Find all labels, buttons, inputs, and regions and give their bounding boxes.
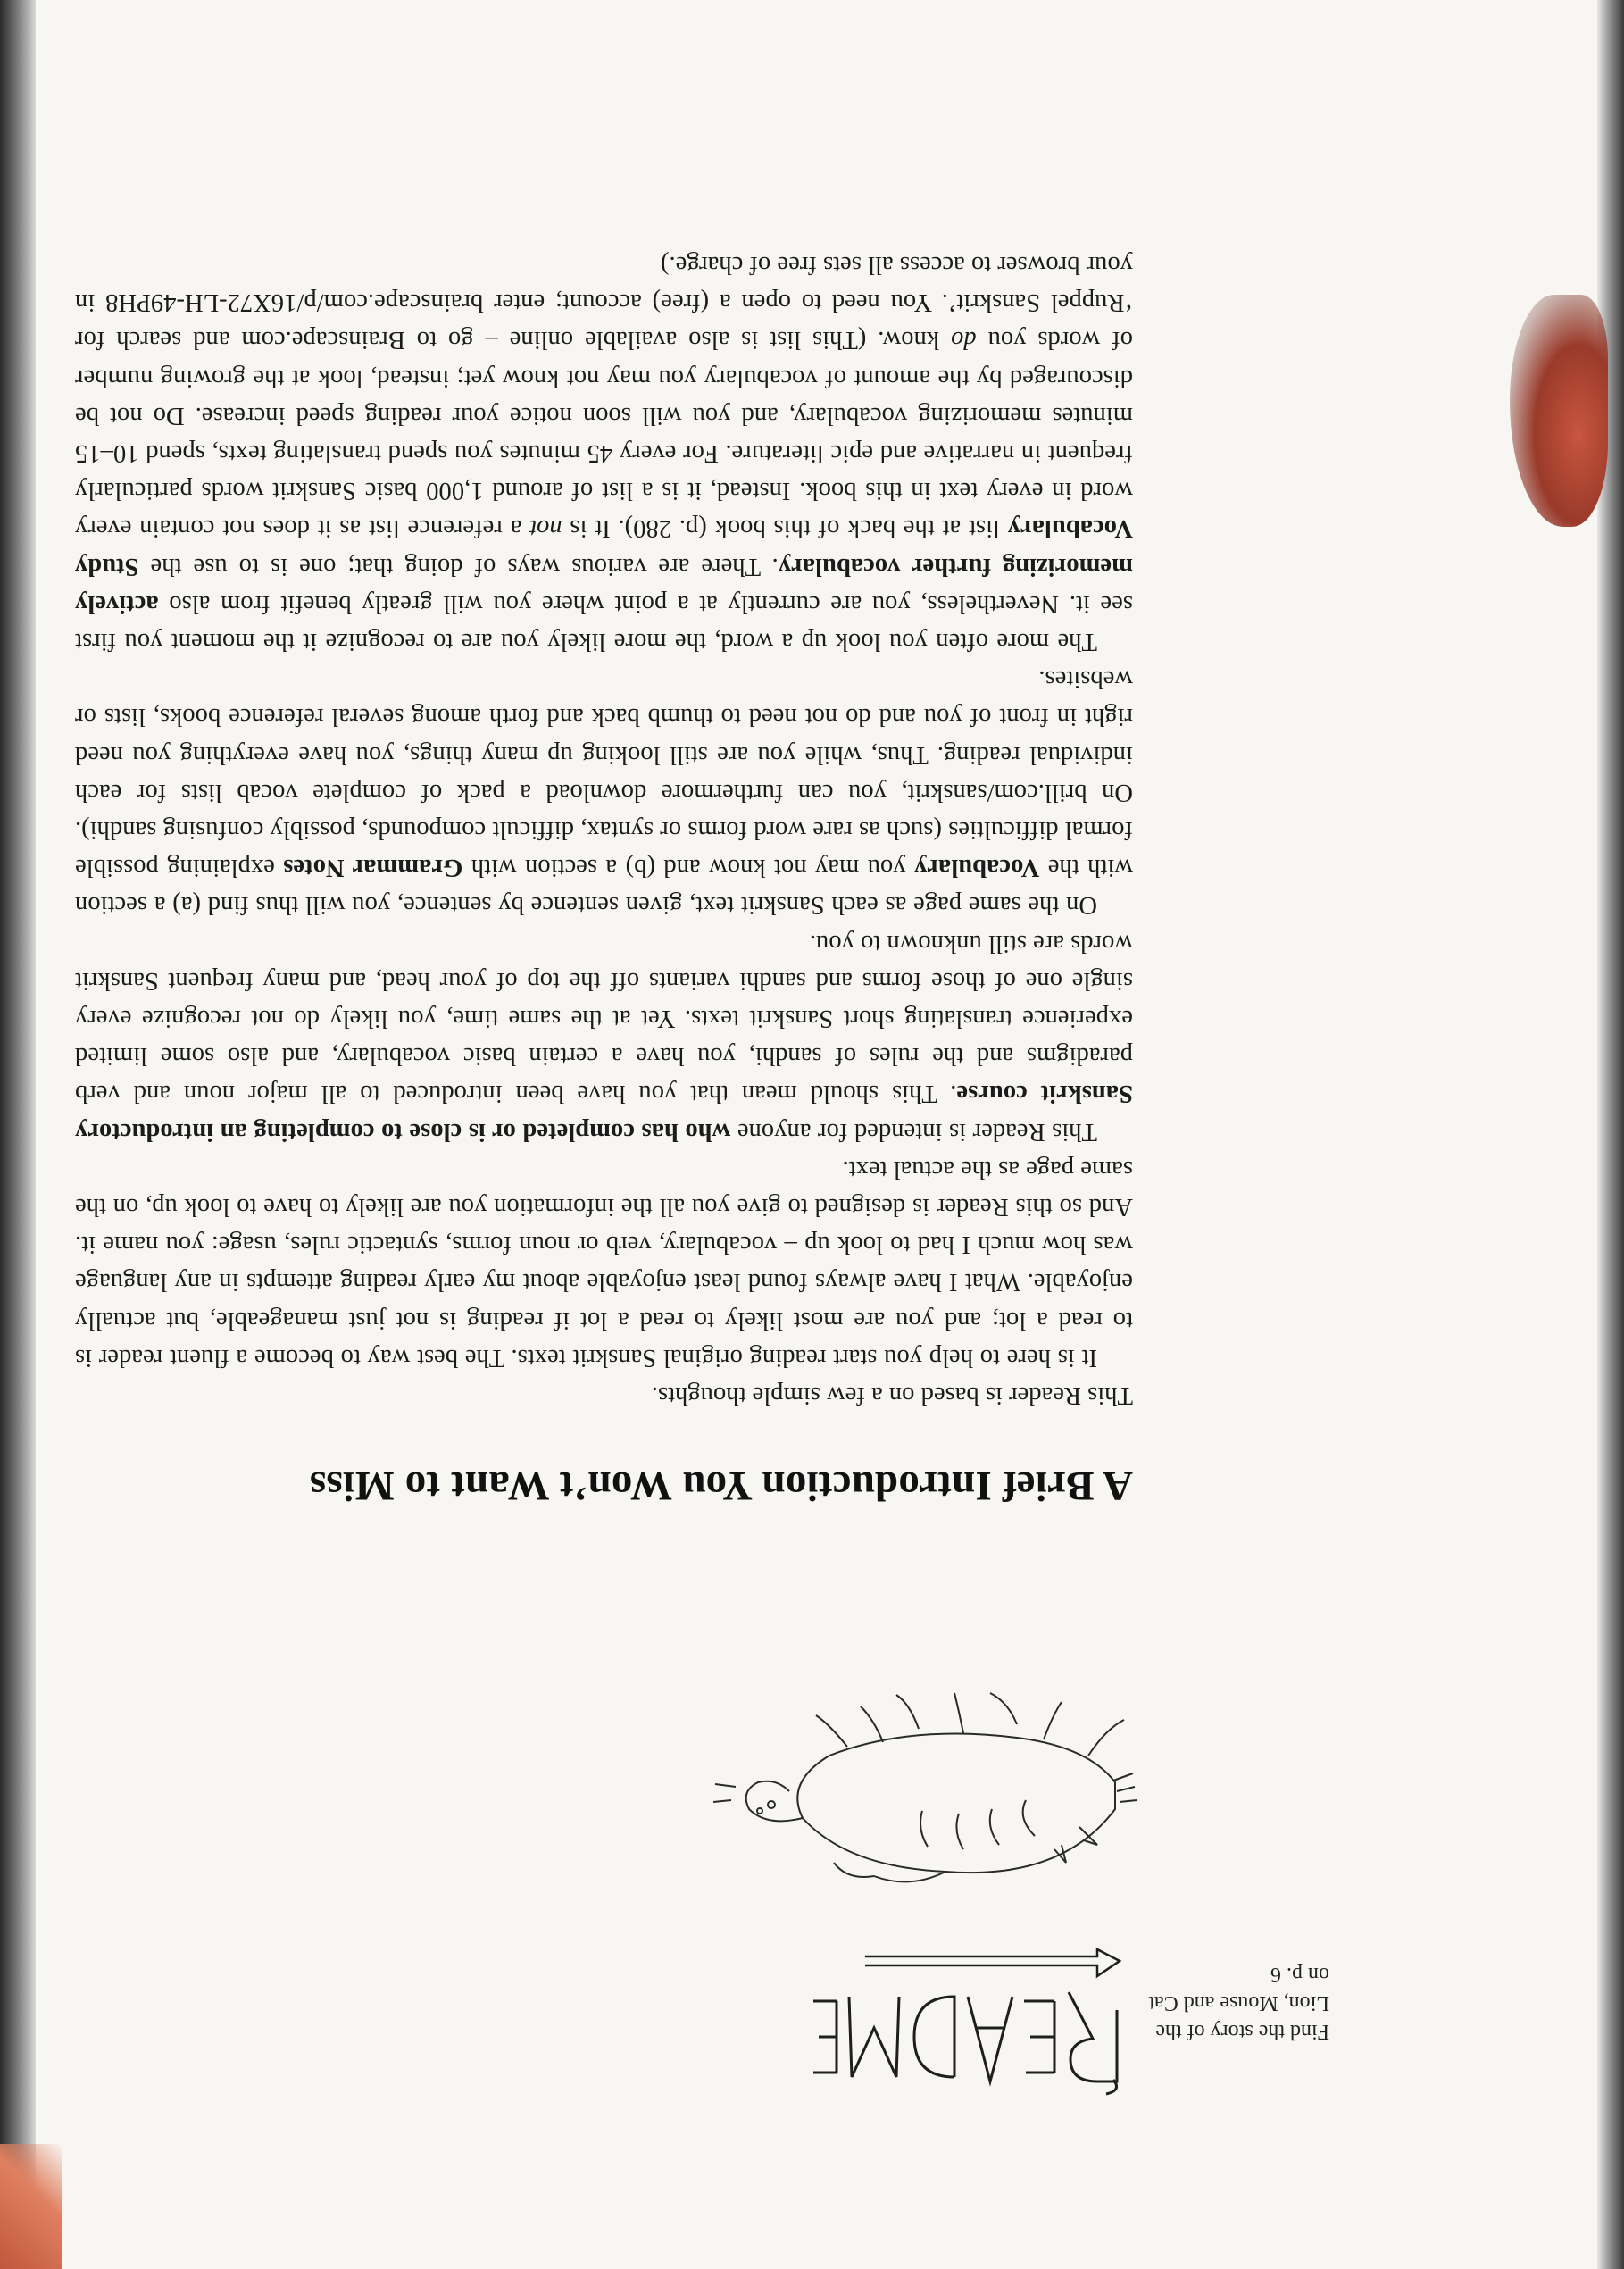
bold-phrase: actively memorizing further vocabulary bbox=[75, 552, 1133, 618]
body-paragraph bbox=[75, 660, 1133, 923]
text-run: explaining possible formal difficulties (such as rare word forms or syntax, difficult compounds, possibly confusing sandhi). On brill.com/sanskrit, you can furthermore download a pack of complete vocab lists for each individual reading. Thus, while you are still looking up many things, you have everything you need right in front of you and do not need to thumb back and forth among several reference books, lists or websites. bbox=[75, 665, 1133, 882]
text-run: know. (This list is also available online – go to Brainscape.com and search for ‘Ruppel Sanskrit’. You need to open a (free) account; enter brainscape.com/p/16X72-LH-49PH8 in your browser to access all sets free of charge.) bbox=[75, 250, 1133, 355]
text-run: This Reader is based on a few simple thoughts. bbox=[651, 1381, 1133, 1409]
text-run: It is here to help you start reading original Sanskrit texts. The best way to become a fluent reader is to read a lot; and you are most likely to read a lot if reading is not just manageable, but actually enjoyable. What I have always found least enjoyable about my early reading attempts in any language was how much I had to look up – vocabulary, verb or noun forms, syntactic rules, usage: you name it. And so this Reader is designed to give you all the information you are likely to have to look up, on the same page as the actual text. bbox=[75, 1155, 1133, 1372]
body-paragraph bbox=[75, 246, 1133, 660]
body-paragraph bbox=[75, 1376, 1133, 1414]
introduction-body bbox=[75, 246, 1133, 1414]
page-heading: A Brief Introduction You Won’t Want to Miss bbox=[309, 1463, 1133, 1509]
text-run: . There are various ways of doing that; one is to use the bbox=[138, 552, 779, 580]
italic-phrase: do bbox=[951, 326, 977, 355]
illustration-caption: Find the story of the Lion, Mouse and Cat on p. 6 bbox=[1148, 1963, 1329, 2043]
text-run: a reference list as it does not contain every word in every text in this book. Instead, it is a list of around 1,000 basic Sanskrit words particularly frequent in narrative and epic literature. For every 45 minutes you spend translating texts, spend 10–15 minutes memorizing vocabulary, and you will soon notice your reading speed increase. Do not be discouraged by the amount of vocabulary you may not know yet; instead, look at the growing number of words you bbox=[74, 326, 1133, 543]
body-paragraph bbox=[75, 1150, 1133, 1376]
body-paragraph bbox=[75, 923, 1133, 1149]
bold-phrase: who has completed or is close to completing an introductory Sanskrit course bbox=[75, 1080, 1133, 1146]
text-run: This Reader is intended for anyone bbox=[730, 1117, 1097, 1146]
readme-logo bbox=[812, 1948, 1133, 2144]
bold-phrase: Study Vocabulary bbox=[75, 514, 1133, 580]
text-run: you may not know and (b) a section with bbox=[462, 854, 915, 882]
text-run: On the same page as each Sanskrit text, given sentence by sentence, you will thus find (a) a section with the bbox=[75, 854, 1133, 920]
text-run: The more often you look up a word, the more likely you are to recognize it the moment you first see it. Nevertheless, you are currently at a point where you will greatly benefit from also bbox=[75, 589, 1133, 655]
text-run: list at the back of this book (p. 280). It is bbox=[562, 514, 1008, 543]
text-run: . This should mean that you have been introduced to all major noun and verb paradigms and the rules of sandhi, you have a certain basic vocabulary, and also some limited experience translating short Sanskrit texts. Yet at the same time, you likely do not recognize every single one of those forms and sandhi variants off the top of your head, and many frequent Sanskrit words are still unknown to you. bbox=[75, 929, 1133, 1108]
italic-phrase: not bbox=[529, 514, 562, 543]
bold-phrase: Grammar Notes bbox=[283, 854, 463, 882]
lion-mouse-cat-illustration bbox=[704, 1684, 1142, 1916]
bold-phrase: Vocabulary bbox=[914, 854, 1040, 882]
